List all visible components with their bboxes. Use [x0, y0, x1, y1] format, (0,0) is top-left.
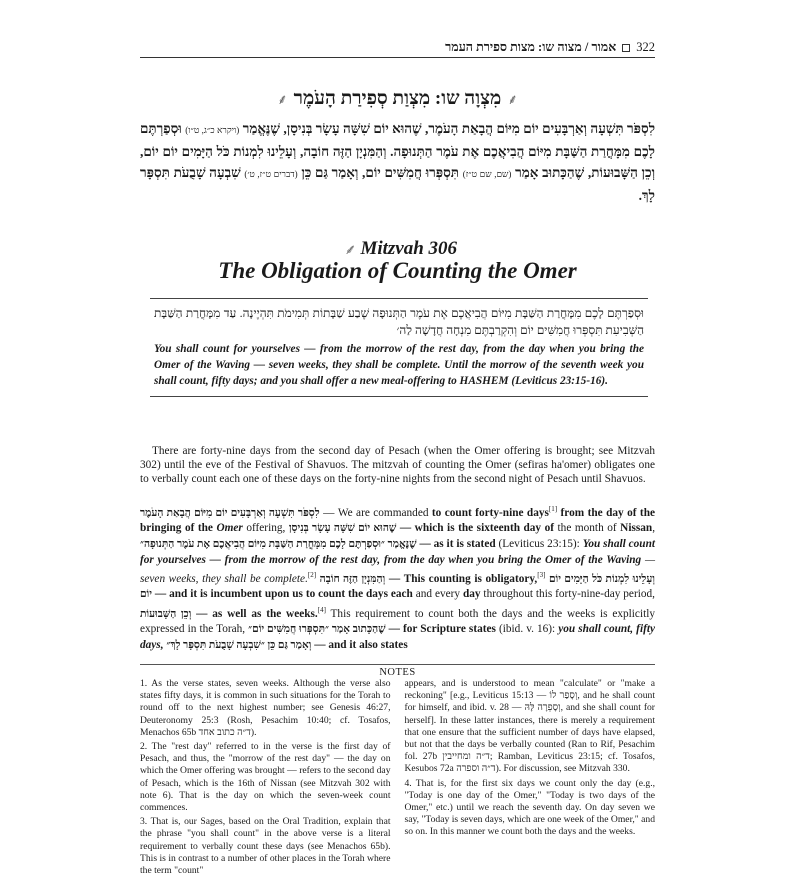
hebrew-text: שִׁבְעָה שָׁבֻעֹת תִּסְפָּר לָךְ.	[140, 165, 655, 203]
mitzvah-number: Mitzvah 306	[360, 238, 458, 259]
ornament-icon: ⸙	[507, 93, 518, 108]
hebrew-phrase: וְכֵן הַשָּׁבוּעוֹת	[140, 608, 192, 620]
running-head-title: אמור / מצוה שו: מצות ספירת העמר	[445, 40, 617, 54]
note-3: 3. That is, our Sages, based on the Oral Tradition, explain that the phrase "you shall count" in the above verse is a literal requirement to verbally count these days (see Menachos 65b). This is in contrast to a number of other places in the Torah where the term "count"	[140, 816, 391, 877]
note-ref: [1]	[548, 505, 558, 513]
note-3-continued: appears, and is understood to mean "calculate" or "make a reckoning" [e.g., Leviticus 15:13 — וְסָפַר לוֹ, and he shall count for himself, and ibid. v. 28 — וְסָפְרָה לָּהּ, and she shall count for herself]. In these latter instances, there is merely a requirement that one ensure that the sufficient number of days have elapsed, but not that the days be verbally counted (Ran to Rif, Pesachim fol. 27b ד״ה ומחייבין; Ramban, Leviticus 23:15; cf. Tosafos, Kesubos 72a ד״ה וספרה). For discussion, see Mitzvah 330.	[404, 678, 656, 775]
ornament-icon: ⸙	[343, 243, 355, 258]
notes-column-right	[405, 678, 656, 879]
bold-text: — for Scripture states	[385, 623, 496, 636]
note-ref: [2]	[307, 570, 317, 579]
hebrew-title	[140, 88, 655, 110]
verse-hebrew: וּסְפַרְתֶּם לָכֶם מִמָּחֳרַת הַשַּׁבָּת מִיּוֹם הֲבִיאֲכֶם אֶת עֹמֶר הַתְּנוּפָה שֶׁבַע שַׁבָּתוֹת תְּמִימֹת תִּהְיֶינָה. עַד מִמָּחֳרַת הַשַּׁבָּת הַשְּׁבִיעִת תִּסְפְּרוּ חֲמִשִּׁים יוֹם וְהִקְרַבְתֶּם מִנְחָה חֲדָשָׁה לַה׳	[154, 306, 644, 337]
italic-text: you shall count, fifty days,	[140, 623, 655, 651]
notes-heading: NOTES	[140, 664, 655, 678]
note-ref: [3]	[537, 570, 546, 579]
hebrew-text: וּסְפַרְתֶּם לָכֶם מִמָּחֳרַת הַשַּׁבָּת מִיּוֹם הֲבִיאֲכֶם אֶת עֹמֶר הַתְּנוּפָה. וְהַמִּנְיָן הַזֶּה חוֹבָה, וְעָלֵינוּ לִמְנוֹת כֹּל הַיָּמִים יוֹם יוֹם, וְכֵן הַשָּׁבוּעוֹת, שֶׁהַכָּתוּב אָמַר	[140, 121, 656, 180]
hebrew-phrase: וְעָלֵינוּ לִמְנוֹת כֹּל הַיָּמִים יוֹם יוֹם	[140, 573, 655, 601]
italic-text: You shall count for yourselves — from the morrow of the rest day, from the day when you bring the Omer of the Waving	[140, 538, 656, 566]
bold-text: — and it is incumbent upon us to count the days each	[152, 588, 413, 601]
bold-text: day	[462, 588, 481, 601]
ornament-icon: ⸙	[277, 93, 288, 108]
hebrew-reference: (שם, שם ט״ז)	[462, 169, 512, 179]
bold-text: — as it is stated	[416, 538, 496, 551]
text: This requirement to count both the days and the weeks is explicitly expressed in the Torah,	[140, 607, 656, 636]
text: — We are commanded	[319, 506, 432, 519]
text: and every	[412, 588, 463, 601]
hebrew-phrase: וְהַמִּנְיָן הַזֶּה חוֹבָה	[319, 573, 386, 585]
text: (Leviticus 23:15):	[495, 538, 583, 551]
bold-text: — This counting is obligatory,	[385, 572, 538, 585]
hebrew-reference: (דברים ט״ז, ט׳)	[244, 169, 298, 179]
verse-english: You shall count for yourselves — from the morrow of the rest day, from the day when you bring the Omer of the Waving — seven weeks, they shall be complete. Until the morrow of the seventh week you shall count, fifty days; and you shall offer a new meal-offering to HASHEM (Leviticus 23:15-16).	[154, 343, 644, 387]
book-page	[140, 38, 656, 877]
text: offering,	[242, 522, 289, 535]
bold-text: — and it also states	[311, 638, 408, 651]
text: the month of	[554, 522, 621, 535]
text: (ibid. v. 16):	[495, 623, 559, 636]
box-ornament-icon	[622, 44, 630, 52]
intro-paragraph: There are forty-nine days from the second day of Pesach (when the Omer offering is brought; see Mitzvah 302) until the eve of the Festival of Shavuos. The mitzvah of counting the Omer (sefiras ha'omer) obligates one to verbally count each one of these days on the forty-nine nights from the second night of Pesach until Shavuos.	[140, 445, 655, 486]
page-number: 322	[636, 40, 655, 54]
hebrew-title-text: מִצְוָה שו: מִצְוַת סְפִירַת הָעֹמֶר	[293, 88, 502, 109]
note-1: 1. As the verse states, seven weeks. Although the verse also states fifty days, it is common in such situations for the Torah to round off to the next highest number; see Genesis 46:27, Deuteronomy 25:3 (Rosh, Pesachim 10:40; cf. Tosafos, Menachos 65b ד״ה כתוב אחד).	[140, 678, 391, 738]
bold-text: — which is the sixteenth day of	[396, 522, 555, 535]
italic-text: Omer	[216, 522, 243, 535]
bold-text: from the day of the bringing of the	[140, 506, 655, 535]
note-ref: [4]	[317, 605, 326, 614]
hebrew-text: לִסְפֹּר תִּשְׁעָה וְאַרְבָּעִים יוֹם מִיּוֹם הֲבָאַת הָעֹמֶר, שֶׁהוּא יוֹם שִׁשָּׁה עָשָׂר בְּנִיסָן, שֶׁנֶּאֱמַר	[242, 121, 656, 136]
hebrew-phrase: שֶׁהַכָּתוּב אָמַר ״תִּסְפְּרוּ חֲמִשִּׁים יוֹם״	[248, 624, 386, 636]
bold-text: Nissan	[620, 522, 653, 535]
italic-text: — seven weeks, they shall be complete.	[140, 553, 655, 585]
hebrew-phrase: שֶׁנֶּאֱמַר ״וּסְפַרְתֶּם לָכֶם מִמָּחֳרַת הַשַּׁבָּת מִיּוֹם הֲבִיאֲכֶם אֶת עֹמֶר הַתְּנוּפָה״	[140, 539, 417, 551]
english-title: The Obligation of Counting the Omer	[218, 258, 577, 283]
running-head	[140, 38, 655, 58]
hebrew-phrase: לִסְפֹּר תִּשְׁעָה וְאַרְבָּעִים יוֹם מִיּוֹם הֲבָאַת הָעֹמֶר	[140, 507, 320, 519]
hebrew-text: תִּסְפְּרוּ חֲמִשִּׁים יוֹם, וְאָמַר גַּם כֵּן	[301, 165, 460, 180]
hebrew-reference: (ויקרא כ״ג, ט״ו)	[185, 125, 240, 135]
bold-text: to count forty-nine days	[431, 506, 549, 519]
bold-text: — as well as the weeks.	[191, 607, 318, 620]
verse-box	[150, 298, 648, 397]
note-4: 4. That is, for the first six days we count only the day (e.g., "Today is one day of the Omer," "Today is two days of the Omer," etc.) until we reach the seventh day. On day seven we say, "Today is seven days, which are one week of the Omer," and so on. In this manner we count both the days and the weeks.	[404, 777, 655, 838]
hebrew-phrase: וְאָמַר גַּם כֵּן ״שִׁבְעָה שָׁבֻעֹת תִּסְפָּר לָךְ״	[166, 639, 312, 651]
commentary-text	[140, 502, 655, 654]
notes-column-left	[140, 678, 391, 879]
notes-section	[140, 678, 655, 879]
text: ,	[652, 522, 656, 535]
english-mitzvah-heading	[140, 238, 655, 260]
hebrew-phrase: שֶׁהוּא יוֹם שִׁשָּׁה עָשָׂר בְּנִיסָן	[288, 523, 397, 535]
text: throughout this forty-nine-day period,	[480, 588, 655, 601]
note-2: 2. The "rest day" referred to in the verse is the first day of Pesach, and thus, the "morrow of the rest day" — the day on which the Omer offering was brought — refers to the second day of Pesach, which is the 16th of Nissan (see Mitzvah 302 with note 6). That is the day on which the seven-week count commences.	[140, 741, 391, 814]
hebrew-paragraph	[140, 118, 655, 206]
